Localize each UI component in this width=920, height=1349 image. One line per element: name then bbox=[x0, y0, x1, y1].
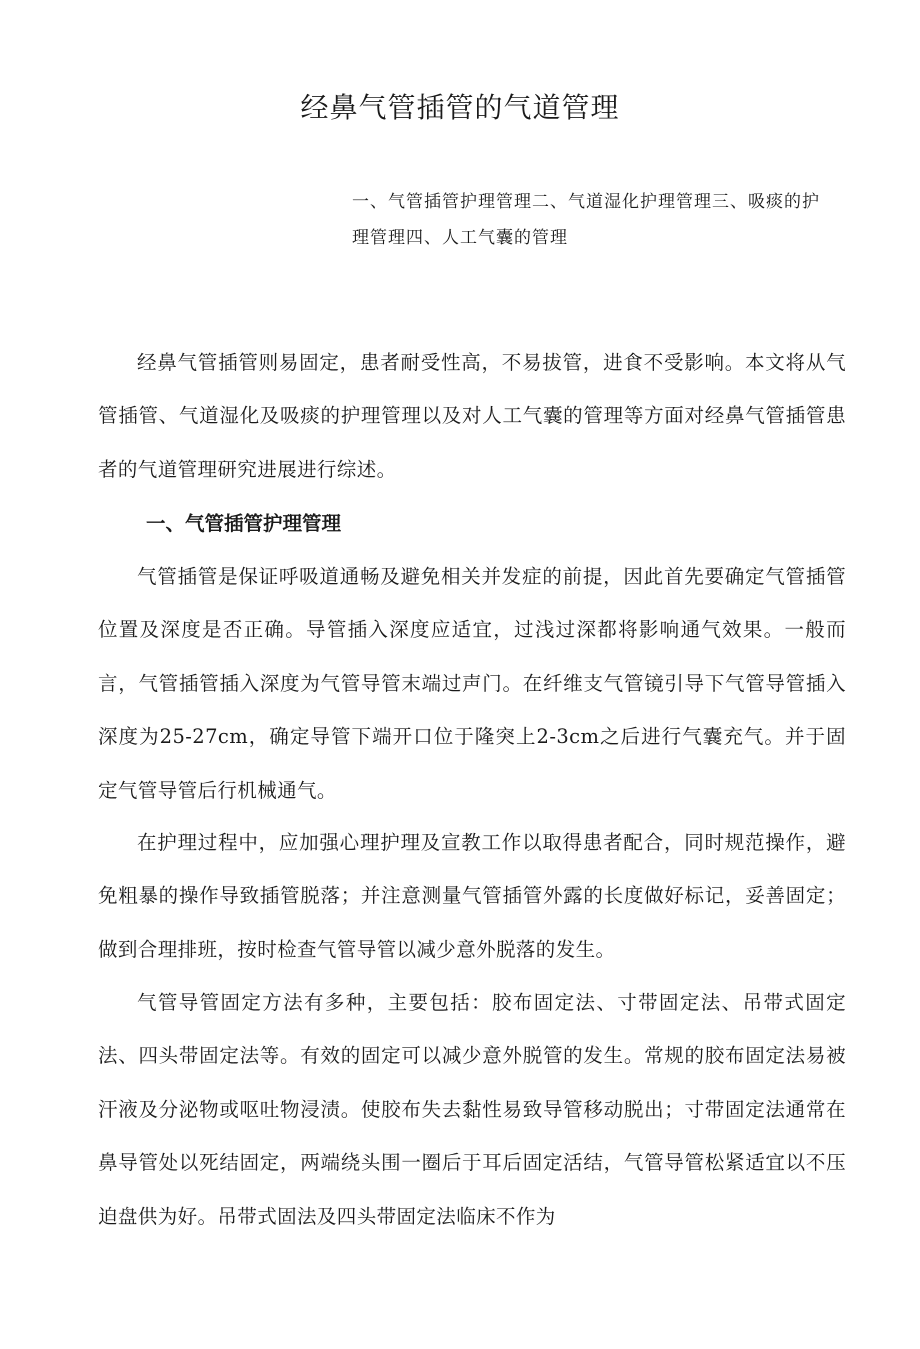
table-of-contents: 一、气管插管护理管理二、气道湿化护理管理三、吸痰的护理管理四、人工气囊的管理 bbox=[352, 192, 820, 248]
section-1-heading: 一、气管插管护理管理 bbox=[146, 512, 342, 535]
section-1-paragraph-2: 在护理过程中，应加强心理护理及宣教工作以取得患者配合，同时规范操作，避免粗暴的操作导致插管脱落；并注意测量气管插管外露的长度做好标记，妥善固定；做到合理排班，按时检查气管导管以减少意外脱落的发生。 bbox=[98, 831, 846, 961]
section-1-paragraph-1: 气管插管是保证呼吸道通畅及避免相关并发症的前提，因此首先要确定气管插管位置及深度是否正确。导管插入深度应适宜，过浅过深都将影响通气效果。一般而言，气管插管插入深度为气管导管末端过声门。在纤维支气管镜引导下气管导管插入深度为25-27cm，确定导管下端开口位于隆突上2-3cm之后进行气囊充气。并于固定气管导管后行机械通气。 bbox=[98, 565, 846, 802]
section-1-paragraph-3: 气管导管固定方法有多种，主要包括：胶布固定法、寸带固定法、吊带式固定法、四头带固定法等。有效的固定可以减少意外脱管的发生。常规的胶布固定法易被汗液及分泌物或呕吐物浸渍。使胶布失去黏性易致导管移动脱出；寸带固定法通常在鼻导管处以死结固定，两端绕头围一圈后于耳后固定活结，气管导管松紧适宜以不压迫盘供为好。吊带式固法及四头带固定法临床不作为 bbox=[98, 991, 846, 1228]
document-title: 经鼻气管插管的气道管理 bbox=[300, 91, 620, 124]
intro-paragraph: 经鼻气管插管则易固定，患者耐受性高，不易拔管，进食不受影响。本文将从气管插管、气道湿化及吸痰的护理管理以及对人工气囊的管理等方面对经鼻气管插管患者的气道管理研究进展进行综述。 bbox=[98, 351, 846, 481]
